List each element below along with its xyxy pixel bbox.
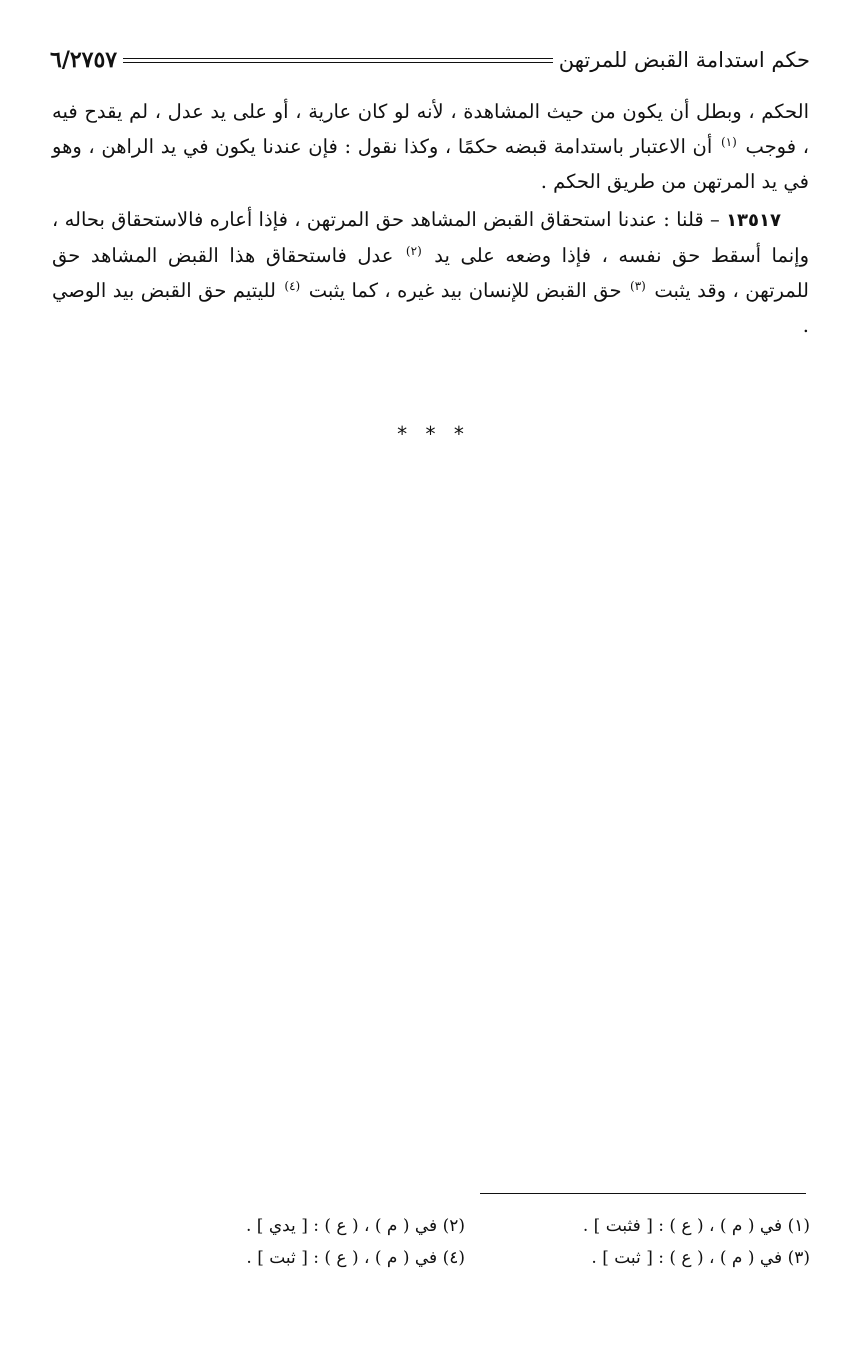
footnotes (140, 1212, 810, 1272)
header-double-rule (123, 58, 553, 63)
header-title: حكم استدامة القبض للمرتهن (558, 48, 810, 72)
paragraph-number: ١٣٥١٧ (726, 210, 781, 231)
footnote-ref: (٣) (630, 279, 646, 293)
footnote-3: (٣) في ( م ) ، ( ع ) : [ ثبت ] . (591, 1248, 810, 1268)
page-reference: ٦/٢٧٥٧ (50, 47, 118, 73)
paragraph-text: أن الاعتبار باستدامة قبضه حكمًا ، وكذا نقول : فإن عندنا يكون في يد الراهن ، وهو في يد المرتهن من طريق الحكم . (52, 135, 809, 193)
footnote-rule (480, 1193, 806, 1194)
footnote-ref: (١) (720, 135, 737, 149)
footnote-4: (٤) في ( م ) ، ( ع ) : [ ثبت ] . (246, 1248, 465, 1268)
paragraph-text: حق القبض للإنسان بيد غيره ، كما يثبت (308, 279, 622, 302)
paragraph-text: لليتيم حق القبض بيد الوصي . (52, 279, 809, 337)
footnote-1: (١) في ( م ) ، ( ع ) : [ فثبت ] . (582, 1216, 810, 1236)
paragraph (52, 94, 809, 199)
footnote-ref: (٤) (284, 279, 301, 293)
running-header (50, 40, 810, 80)
section-separator: * * * (397, 422, 470, 446)
main-text (52, 94, 809, 343)
paragraph (52, 202, 809, 343)
paragraph-text: الحكم ، وبطل أن يكون من حيث المشاهدة ، لأنه لو كان عارية ، أو على يد عدل ، لم يقدح فيه ، فوجب (52, 100, 809, 158)
footnote-2: (٢) في ( م ) ، ( ع ) : [ يدي ] . (245, 1216, 465, 1236)
paragraph-text: عدل فاستحقاق هذا القبض المشاهد حق للمرتهن ، وقد يثبت (52, 244, 809, 302)
paragraph-text: – قلنا : عندنا استحقاق القبض المشاهد حق المرتهن ، فإذا أعاره فالاستحقاق بحاله ، وإنما أسقط حق نفسه ، فإذا وضعه على يد (52, 208, 810, 267)
footnote-ref: (٢) (405, 244, 422, 258)
